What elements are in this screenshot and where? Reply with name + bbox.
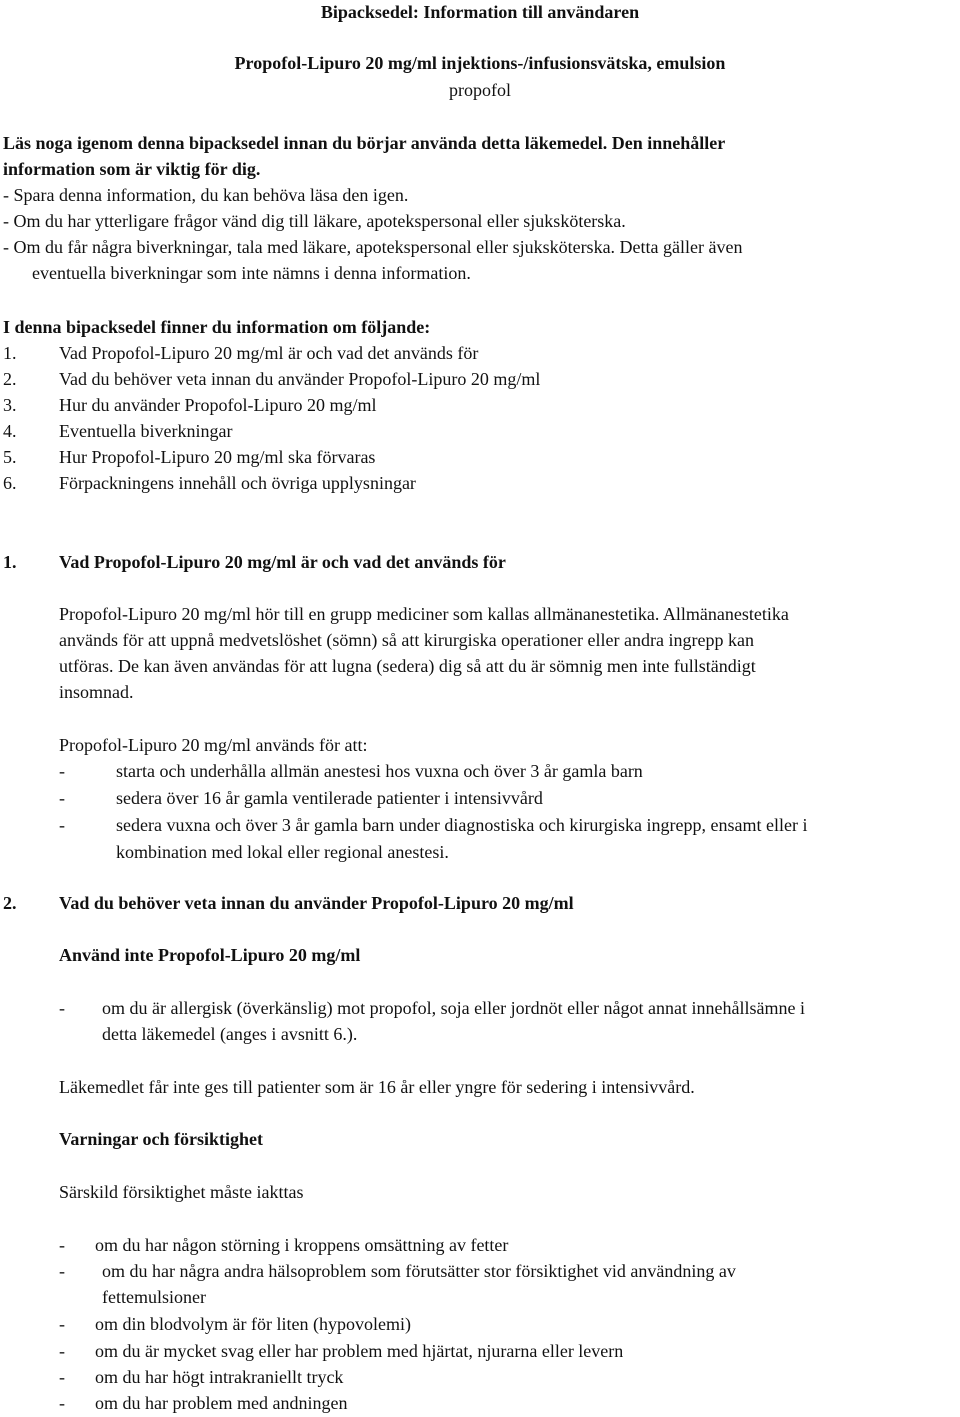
s1-para-line-2: används för att uppnå medvetslöshet (sömn) så att kirurgiska operationer eller andra ingrepp kan xyxy=(59,630,754,650)
toc-item-2-num: 2. xyxy=(3,369,17,389)
s2-warn-6-dash: - xyxy=(59,1393,65,1413)
s2-warn-2-cont: fettemulsioner xyxy=(102,1287,206,1307)
s1-use-1-dash: - xyxy=(59,761,65,781)
s2-contra-1-dash: - xyxy=(59,998,65,1018)
s2-warn-5-dash: - xyxy=(59,1367,65,1387)
toc-item-4-num: 4. xyxy=(3,421,17,441)
s2-warn-1-dash: - xyxy=(59,1235,65,1255)
s2-warn-3-dash: - xyxy=(59,1314,65,1334)
s1-use-2-dash: - xyxy=(59,788,65,808)
s2-warn-4: om du är mycket svag eller har problem med hjärtat, njurarna eller levern xyxy=(95,1341,624,1361)
toc-item-3-num: 3. xyxy=(3,395,17,415)
s1-para-line-1: Propofol-Lipuro 20 mg/ml hör till en grupp mediciner som kallas allmänanestetika. Allmänanestetika xyxy=(59,604,789,624)
s2-warn-4-dash: - xyxy=(59,1341,65,1361)
s1-use-3: sedera vuxna och över 3 år gamla barn under diagnostiska och kirurgiska ingrepp, ensamt eller i xyxy=(116,815,808,835)
section-2-number: 2. xyxy=(3,893,17,913)
s2-warn-2: om du har några andra hälsoproblem som förutsätter stor försiktighet vid användning av xyxy=(102,1261,736,1281)
s2-contraindications-heading: Använd inte Propofol-Lipuro 20 mg/ml xyxy=(59,945,361,965)
s1-para-line-4: insomnad. xyxy=(59,682,134,702)
substance-name: propofol xyxy=(449,80,511,100)
s1-use-3-dash: - xyxy=(59,815,65,835)
toc-item-1: Vad Propofol-Lipuro 20 mg/ml är och vad det används för xyxy=(59,343,479,363)
toc-item-6-num: 6. xyxy=(3,473,17,493)
intro-bullet-3-cont: eventuella biverkningar som inte nämns i denna information. xyxy=(32,263,471,283)
s1-use-2: sedera över 16 år gamla ventilerade patienter i intensivvård xyxy=(116,788,543,808)
toc-item-5: Hur Propofol-Lipuro 20 mg/ml ska förvaras xyxy=(59,447,376,467)
intro-bullet-2: - Om du har ytterligare frågor vänd dig till läkare, apotekspersonal eller sjuksköterska. xyxy=(3,211,626,231)
s2-warn-1: om du har någon störning i kroppens omsättning av fetter xyxy=(95,1235,509,1255)
s2-contra-1-cont: detta läkemedel (anges i avsnitt 6.). xyxy=(102,1024,358,1044)
s2-warn-6: om du har problem med andningen xyxy=(95,1393,348,1413)
s1-uses-intro: Propofol-Lipuro 20 mg/ml används för att: xyxy=(59,735,368,755)
product-name: Propofol-Lipuro 20 mg/ml injektions-/infusionsvätska, emulsion xyxy=(234,53,726,73)
document-title: Bipacksedel: Information till användaren xyxy=(320,2,640,22)
intro-bullet-3: - Om du får några biverkningar, tala med läkare, apotekspersonal eller sjuksköterska. Detta gäller även xyxy=(3,237,743,257)
s2-contra-1: om du är allergisk (överkänslig) mot propofol, soja eller jordnöt eller något annat innehållsämne i xyxy=(102,998,805,1018)
s1-use-3-cont: kombination med lokal eller regional anestesi. xyxy=(116,842,449,862)
s1-use-1: starta och underhålla allmän anestesi hos vuxna och över 3 år gamla barn xyxy=(116,761,643,781)
s2-warnings-heading: Varningar och försiktighet xyxy=(59,1129,264,1149)
intro-bullet-1: - Spara denna information, du kan behöva läsa den igen. xyxy=(3,185,409,205)
toc-item-5-num: 5. xyxy=(3,447,17,467)
section-1-number: 1. xyxy=(3,552,17,572)
s2-warn-5: om du har högt intrakraniellt tryck xyxy=(95,1367,344,1387)
intro-lead-2: information som är viktig för dig. xyxy=(3,159,261,179)
s2-warn-2-dash: - xyxy=(59,1261,65,1281)
toc-item-4: Eventuella biverkningar xyxy=(59,421,233,441)
s2-special-care: Särskild försiktighet måste iakttas xyxy=(59,1182,304,1202)
s2-age-restriction: Läkemedlet får inte ges till patienter som är 16 år eller yngre för sedering i intensivvård. xyxy=(59,1077,695,1097)
toc-heading: I denna bipacksedel finner du information om följande: xyxy=(3,317,431,337)
s1-para-line-3: utföras. De kan även användas för att lugna (sedera) dig så att du är sömnig men inte fullständigt xyxy=(59,656,756,676)
section-2-heading: Vad du behöver veta innan du använder Propofol-Lipuro 20 mg/ml xyxy=(59,893,574,913)
toc-item-6: Förpackningens innehåll och övriga upplysningar xyxy=(59,473,416,493)
toc-item-1-num: 1. xyxy=(3,343,17,363)
toc-item-3: Hur du använder Propofol-Lipuro 20 mg/ml xyxy=(59,395,377,415)
toc-item-2: Vad du behöver veta innan du använder Propofol-Lipuro 20 mg/ml xyxy=(59,369,541,389)
section-1-heading: Vad Propofol-Lipuro 20 mg/ml är och vad det används för xyxy=(59,552,506,572)
s2-warn-3: om din blodvolym är för liten (hypovolemi) xyxy=(95,1314,411,1334)
intro-lead-1: Läs noga igenom denna bipacksedel innan du börjar använda detta läkemedel. Den innehåller xyxy=(3,133,726,153)
